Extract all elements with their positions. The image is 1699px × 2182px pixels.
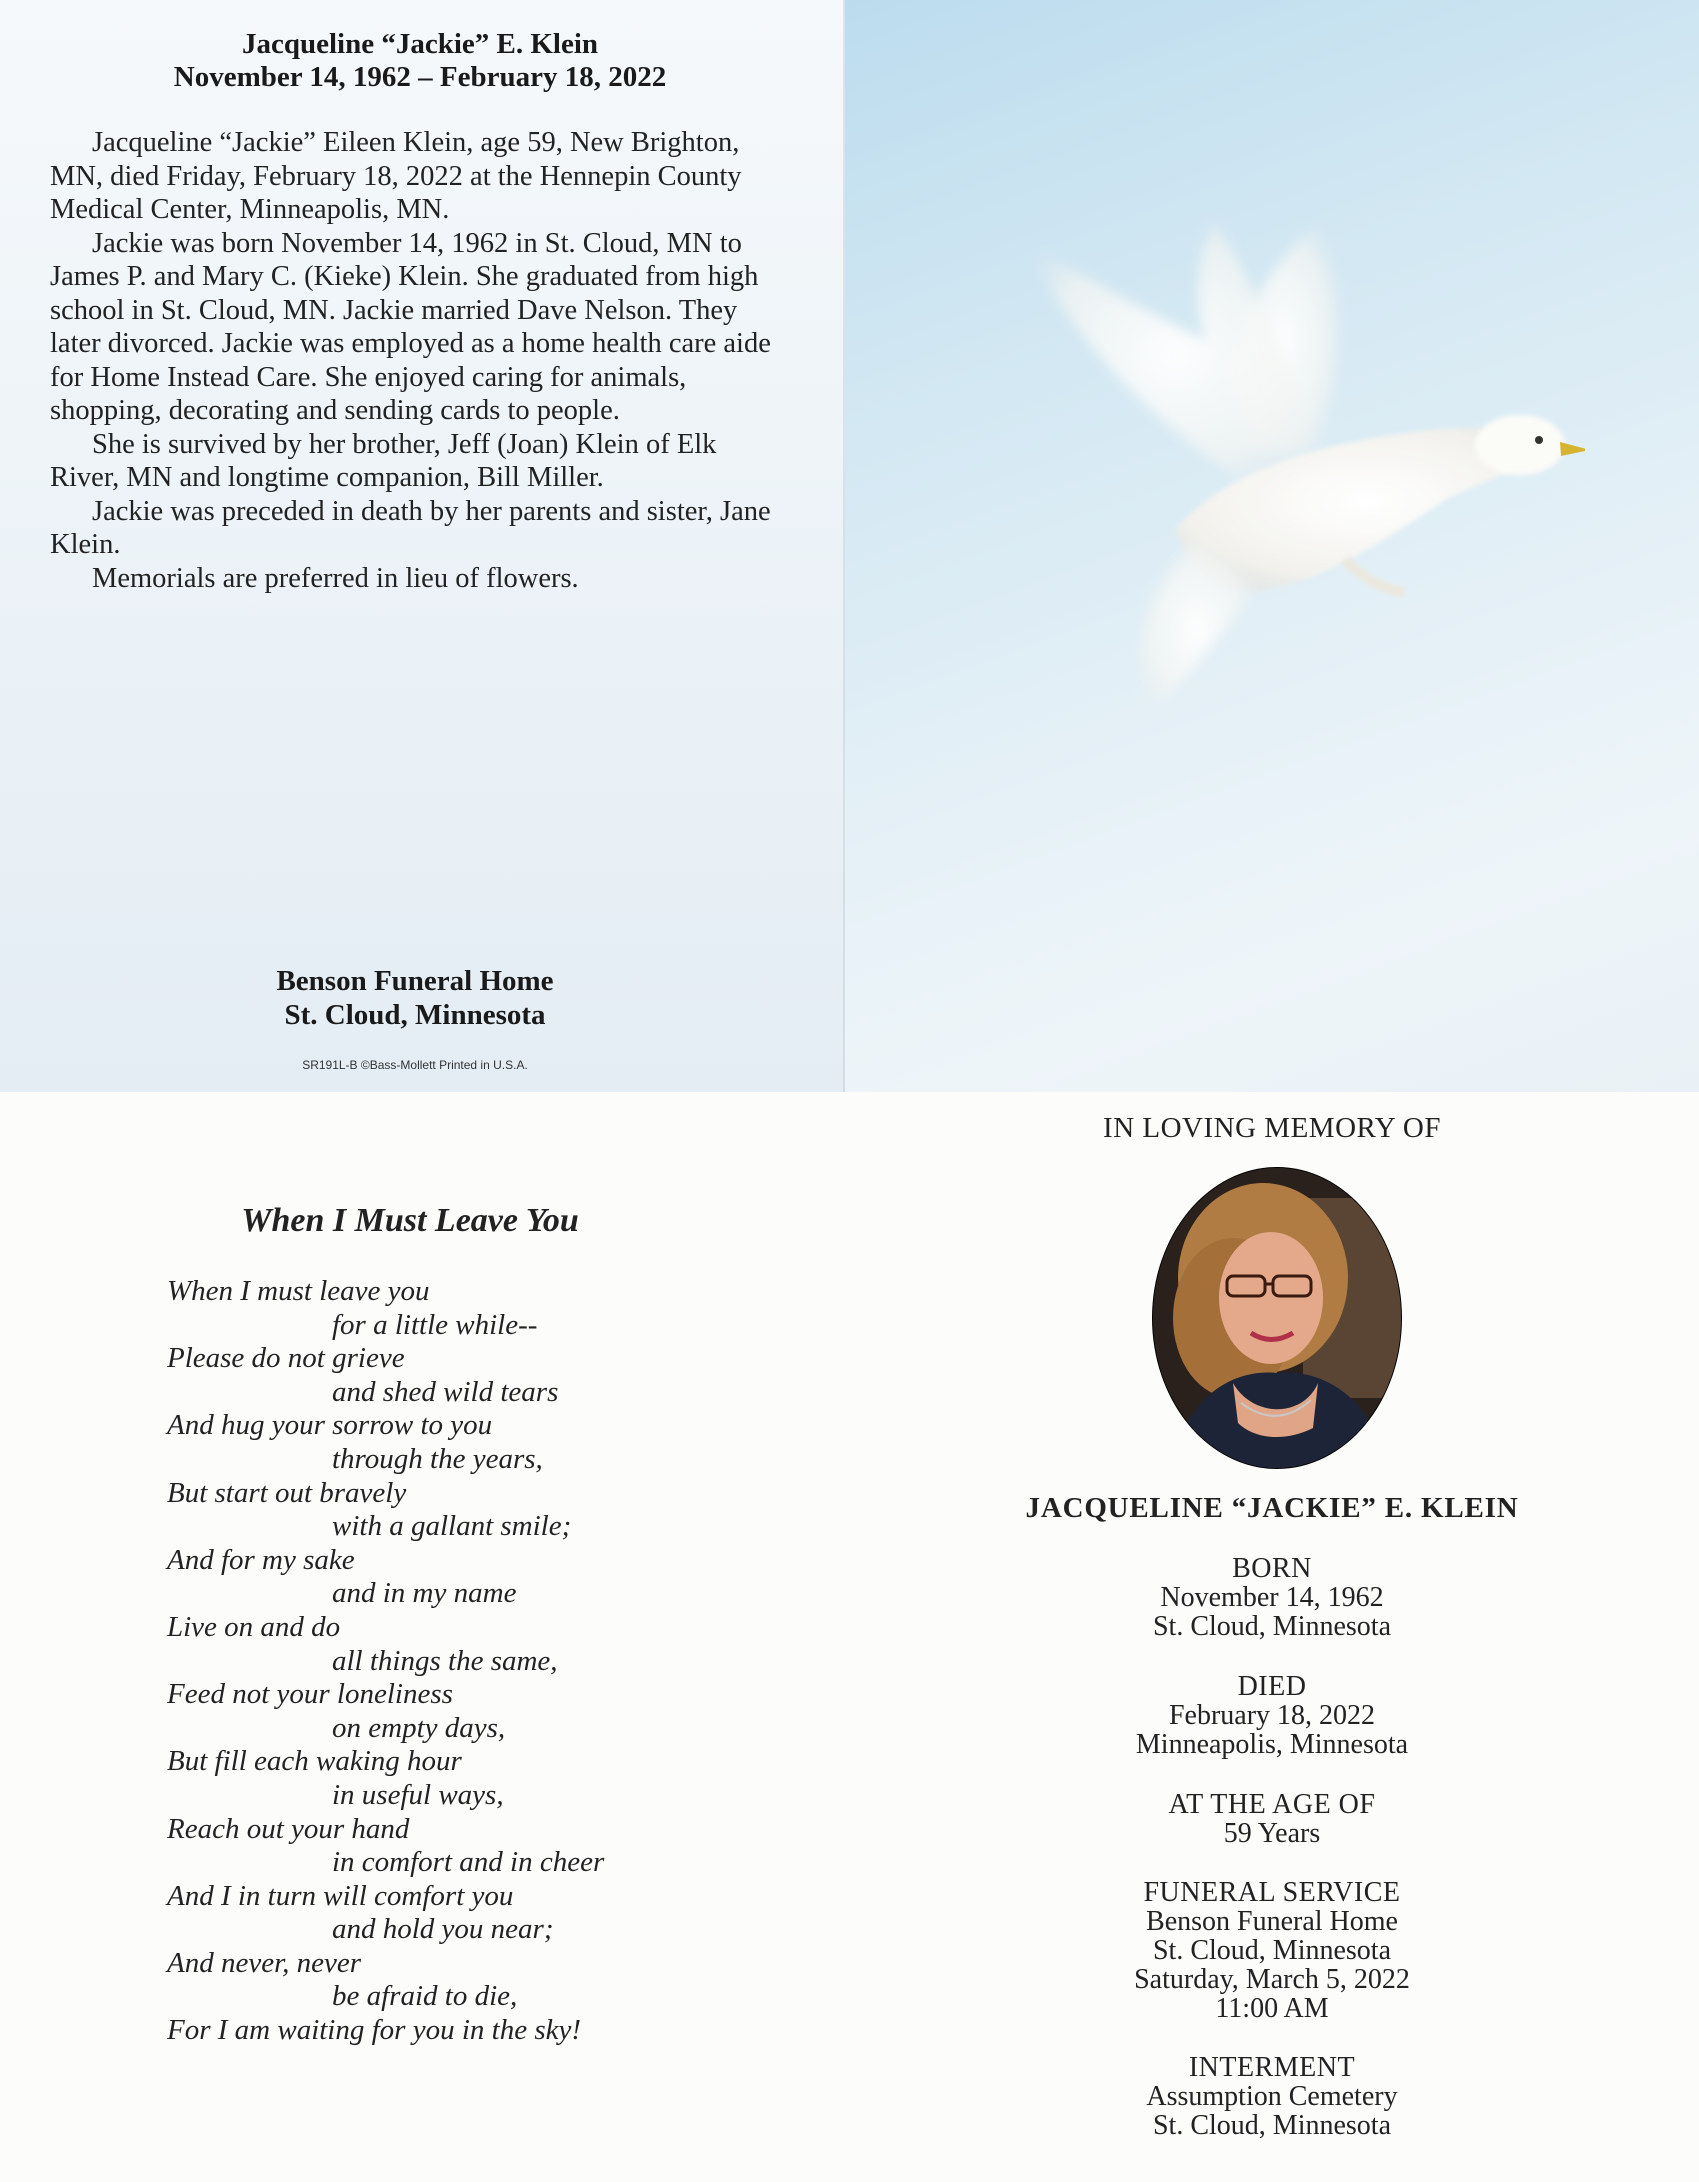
fold-line <box>843 0 845 1092</box>
poem-line: on empty days, <box>332 1711 506 1744</box>
born-date: November 14, 1962 <box>1160 1582 1384 1613</box>
obituary-paragraph: Jackie was preceded in death by her parents and sister, Jane Klein. <box>50 495 771 560</box>
funeral-home-city: St. Cloud, Minnesota <box>284 999 546 1031</box>
died-date: February 18, 2022 <box>1168 1700 1376 1731</box>
portrait-photo <box>1153 1168 1401 1468</box>
age-value: 59 Years <box>1223 1818 1321 1849</box>
obituary-panel <box>0 0 845 1092</box>
service-date: Saturday, March 5, 2022 <box>1134 1964 1410 1995</box>
interment-section <box>845 2053 1699 2140</box>
poem-line: for a little while-- <box>332 1308 538 1341</box>
deceased-name: JACQUELINE “JACKIE” E. KLEIN <box>1025 1492 1519 1524</box>
service-label: FUNERAL SERVICE <box>1143 1877 1401 1908</box>
poem-line: and shed wild tears <box>332 1375 559 1408</box>
obituary-paragraph: Memorials are preferred in lieu of flowers. <box>92 562 579 594</box>
poem-panel <box>0 1092 845 2182</box>
poem-line: with a gallant smile; <box>332 1510 572 1543</box>
cover-panel <box>845 0 1699 1092</box>
obituary-heading-dates: November 14, 1962 – February 18, 2022 <box>173 61 667 93</box>
poem-line: And for my sake <box>167 1543 355 1576</box>
obituary-paragraph: She is survived by her brother, Jeff (Joan) Klein of Elk River, MN and longtime companion, Bill Miller. <box>50 428 717 493</box>
poem-line: and hold you near; <box>332 1913 554 1946</box>
died-label: DIED <box>1237 1671 1307 1702</box>
poem-line: Live on and do <box>167 1610 341 1643</box>
obituary-body <box>50 126 790 595</box>
interment-label: INTERMENT <box>1188 2052 1356 2083</box>
interment-city: St. Cloud, Minnesota <box>1152 2110 1391 2141</box>
poem-line: and in my name <box>332 1577 517 1610</box>
died-place: Minneapolis, Minnesota <box>1135 1729 1409 1760</box>
funeral-home-credit <box>150 964 680 1032</box>
printer-code: SR191L-B ©Bass-Mollett Printed in U.S.A. <box>302 1058 528 1072</box>
born-place: St. Cloud, Minnesota <box>1152 1611 1391 1642</box>
dove-illustration <box>965 200 1585 740</box>
obituary-heading-name: Jacqueline “Jackie” E. Klein <box>241 28 599 60</box>
poem-line: all things the same, <box>332 1644 558 1677</box>
poem-line: And I in turn will comfort you <box>167 1879 514 1912</box>
memorial-header: IN LOVING MEMORY OF <box>1103 1112 1441 1144</box>
obituary-paragraph: Jacqueline “Jackie” Eileen Klein, age 59, New Brighton, MN, died Friday, February 18, 2022 at the Hennepin County Medical Center, Minneapolis, MN. <box>50 127 742 225</box>
poem-line: Reach out your hand <box>167 1812 410 1845</box>
died-section <box>845 1672 1699 1759</box>
service-city: St. Cloud, Minnesota <box>1152 1935 1391 1966</box>
poem-body <box>167 1275 767 2048</box>
funeral-home-name: Benson Funeral Home <box>276 965 554 997</box>
memorial-panel <box>845 1092 1699 2182</box>
poem-line: But fill each waking hour <box>167 1745 462 1778</box>
portrait-illustration <box>1153 1168 1401 1468</box>
age-section <box>845 1790 1699 1848</box>
poem-line: in comfort and in cheer <box>332 1846 605 1879</box>
obituary-heading <box>60 28 780 94</box>
poem-line: Please do not grieve <box>167 1342 405 1375</box>
service-time: 11:00 AM <box>1215 1993 1329 2024</box>
poem-line: When I must leave you <box>167 1275 430 1307</box>
poem-line: be afraid to die, <box>332 1980 518 2013</box>
obituary-paragraph: Jackie was born November 14, 1962 in St. Cloud, MN to James P. and Mary C. (Kieke) Klein. She graduated from high school in St. Cloud, MN. Jackie married Dave Nelson. They later divorced. Jackie was employed as a home health care aide for Home Instead Care. She enjoyed caring for animals, shopping, decorating and sending cards to people. <box>50 227 771 426</box>
dove-image <box>965 200 1585 740</box>
age-label: AT THE AGE OF <box>1168 1789 1376 1820</box>
poem-line: in useful ways, <box>332 1778 504 1811</box>
poem-line: Feed not your loneliness <box>167 1678 453 1711</box>
born-section <box>845 1554 1699 1641</box>
born-label: BORN <box>1232 1553 1312 1584</box>
funeral-service-section <box>845 1878 1699 2023</box>
poem-line: through the years, <box>332 1442 543 1475</box>
service-location: Benson Funeral Home <box>1146 1906 1398 1937</box>
poem-title: When I Must Leave You <box>241 1202 579 1239</box>
interment-location: Assumption Cemetery <box>1146 2081 1398 2112</box>
poem-line: For I am waiting for you in the sky! <box>167 2014 582 2047</box>
poem-line: But start out bravely <box>167 1476 407 1509</box>
poem-line: And hug your sorrow to you <box>167 1409 493 1442</box>
poem-line: And never, never <box>167 1946 362 1979</box>
